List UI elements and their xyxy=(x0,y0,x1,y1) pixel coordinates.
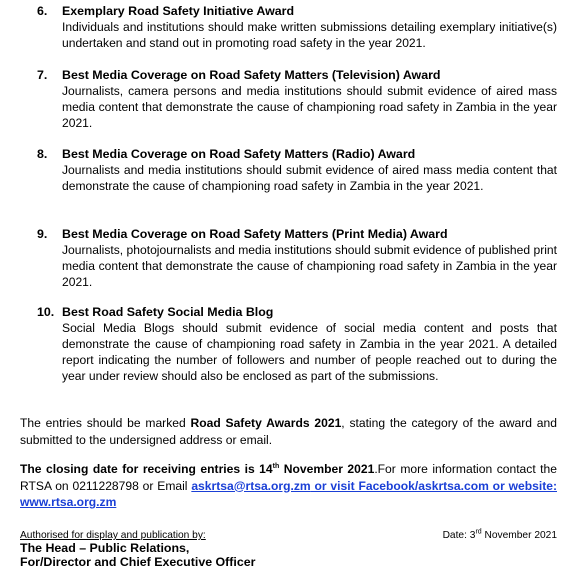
award-title: Best Media Coverage on Road Safety Matters (Television) Award xyxy=(62,68,441,82)
entries-marking: Road Safety Awards 2021 xyxy=(190,416,342,430)
publication-date xyxy=(430,529,557,542)
closing-contact-text: .For more information contact the RTSA on 0211228798 or Email xyxy=(20,462,557,493)
signatory-title: The Head – Public Relations, xyxy=(20,541,190,555)
signatory-office: For/Director and Chief Executive Officer xyxy=(20,555,256,569)
award-description: Journalists, camera persons and media institutions should submit evidence of aired mass media content that demonstrate the cause of championing road safety in Zambia in the year 2021. xyxy=(62,84,557,130)
award-title: Best Media Coverage on Road Safety Matters (Radio) Award xyxy=(62,147,416,161)
closing-date-label: The closing date for receiving entries is 14 xyxy=(20,462,273,476)
award-number: 6. xyxy=(37,4,48,18)
date-suffix: November 2021 xyxy=(481,530,557,541)
award-number: 9. xyxy=(37,227,48,241)
award-description: Journalists and media institutions should submit evidence of aired mass media content that demonstrate the cause of championing road safety in Zambia in the year 2021. xyxy=(62,163,557,193)
authorised-by-label: Authorised for display and publication by: xyxy=(20,530,206,541)
award-title: Exemplary Road Safety Initiative Award xyxy=(62,4,295,18)
entries-text-after: , stating the category of the award and submitted to the undersigned address or email. xyxy=(20,416,557,447)
closing-paragraph xyxy=(20,461,557,511)
award-number: 8. xyxy=(37,147,48,161)
closing-date-ordinal: th xyxy=(272,462,280,470)
award-description: Social Media Blogs should submit evidence of social media content and posts that demonstrate the cause of championing road safety in Zambia in the year 2021. A detailed report indicating the number of followers and number of people reached out to during the year under review should also be enclosed as part of the submissions. xyxy=(62,321,557,383)
entries-paragraph xyxy=(20,415,557,448)
social-website-link[interactable]: or visit Facebook/askrtsa.com or website: www.rtsa.org.zm xyxy=(20,478,557,509)
award-title: Best Road Safety Social Media Blog xyxy=(62,305,274,319)
award-number: 10. xyxy=(37,305,55,319)
date-prefix: Date: 3 xyxy=(442,530,476,541)
award-description: Individuals and institutions should make written submissions detailing exemplary initiative(s) undertaken and stand out in promoting road safety in the year 2021. xyxy=(62,20,557,50)
award-number: 7. xyxy=(37,68,48,82)
date-ordinal: rd xyxy=(475,528,482,536)
award-description: Journalists, photojournalists and media institutions should submit evidence of published print media content that demonstrate the cause of championing road safety in Zambia in the year 2021. xyxy=(62,243,557,289)
award-title: Best Media Coverage on Road Safety Matters (Print Media) Award xyxy=(62,227,448,241)
entries-text-before: The entries should be marked xyxy=(20,416,191,430)
email-link[interactable]: askrtsa@rtsa.org.zm xyxy=(191,478,311,493)
closing-date-month: November 2021 xyxy=(279,462,375,476)
